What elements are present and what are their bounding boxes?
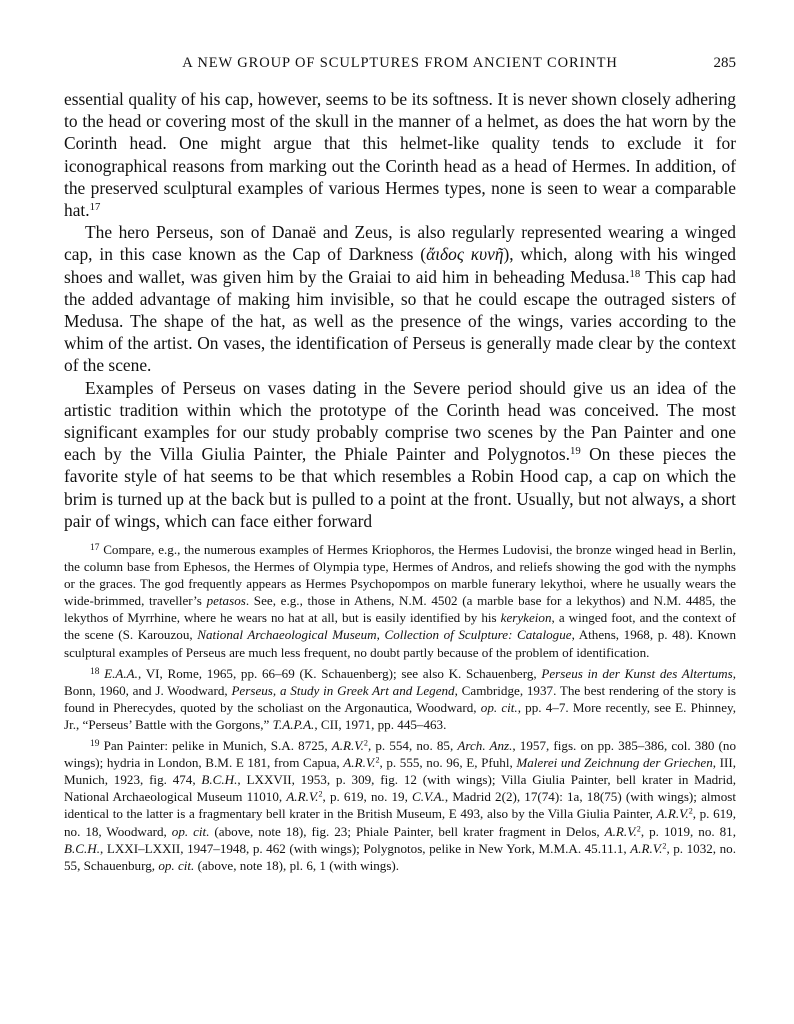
text-run: , p. 554, no. 85, — [367, 738, 458, 754]
text-run: , Athens, 1968, p. 48). Known sculptural examples of Perseus are much less frequent, no doubt partly because of the problem of identification. — [64, 627, 736, 660]
italic-text: A.R.V. — [343, 755, 376, 771]
text-run: Pan Painter: pelike in Munich, S.A. 8725, — [103, 738, 332, 754]
italic-text: E.A.A. — [104, 665, 138, 681]
running-title: A NEW GROUP OF SCULPTURES FROM ANCIENT CORINTH — [182, 55, 618, 71]
text-run: Examples of Perseus on vases dating in the Severe period should give us an idea of the artistic tradition within which the prototype of the Corinth head was conceived. The most significant examples for our study probably comprise two scenes by the Pan Painter and one each by the Villa Giulia Painter, the Phiale Painter and Polygnotos. — [64, 377, 736, 465]
italic-text: A.R.V. — [656, 806, 689, 822]
italic-text: T.A.P.A. — [272, 716, 315, 732]
italic-text: ἄιδος κυνῆ — [426, 244, 504, 265]
italic-text: Perseus in der Kunst des Altertums — [541, 665, 733, 681]
footnote — [64, 737, 736, 874]
italic-text: A.R.V. — [331, 738, 364, 754]
text-run: , p. 1032, no. 55, Schauenburg, — [64, 840, 736, 873]
italic-text: petasos — [206, 593, 246, 609]
text-run: , a winged foot, and the context of the scene (S. Karouzou, — [64, 610, 737, 643]
italic-text: National Archaeological Museum, Collection of Sculpture: Catalogue — [197, 627, 572, 643]
text-run: essential quality of his cap, however, seems to be its softness. It is never shown closely adhering to the head or covering most of the skull in the manner of a helmet, as does the hat worn by the Corinth head. One might argue that this helmet-like quality tends to exclude it for iconographical reasons from marking out the Corinth head as a head of Hermes. In addition, of the preserved sculptural examples of various Hermes types, none is seen to wear a comparable hat. — [64, 89, 736, 221]
note-reference: 2 — [662, 841, 667, 851]
italic-text: A.R.V. — [604, 823, 637, 839]
italic-text: Arch. Anz. — [457, 738, 513, 754]
text-run: , p. 619, no. 19, — [322, 789, 413, 805]
text-run: , 1957, figs. on pp. 385–386, col. 380 (no wings); hydria in London, B.M. E 181, from Capua, — [64, 738, 737, 771]
italic-text: B.C.H. — [201, 772, 238, 788]
italic-text: Perseus, a Study in Greek Art and Legend — [231, 682, 455, 698]
page-number: 285 — [713, 55, 736, 71]
text-run: . See, e.g., those in Athens, N.M. 4502 (a marble base for a lekythos) and N.M. 4485, the lekythos of Myrrhine, where he wears no hat at all, but is easily identified by his — [64, 593, 736, 626]
text-run: , p. 1019, no. 81, — [640, 823, 736, 839]
italic-text: op. cit. — [158, 857, 195, 873]
body-paragraph — [64, 88, 736, 221]
footnote-number: 17 — [90, 542, 100, 553]
note-reference: 2 — [363, 738, 368, 748]
italic-text: A.R.V. — [286, 789, 319, 805]
text-run: , VI, Rome, 1965, pp. 66–69 (K. Schauenberg); see also K. Schauenberg, — [137, 665, 542, 681]
text-run: , p. 619, no. 18, Woodward, — [64, 806, 736, 839]
text-run: , Madrid 2(2), 17(74): 1a, 18(75) (with wings); almost identical to the latter is a fragmentary bell krater in the British Museum, E 493, also by the Villa Giulia Painter, — [64, 789, 736, 822]
italic-text: B.C.H. — [64, 840, 101, 856]
text-run: ), which, along with his winged shoes and wallet, was given him by the Graiai to aid him in beheading Medusa. — [64, 244, 736, 287]
note-reference: 2 — [688, 806, 693, 816]
note-reference: 18 — [629, 267, 641, 280]
footnote — [64, 541, 736, 661]
text-run: This cap had the added advantage of making him invisible, so that he could escape the outraged sisters of Medusa. The shape of the hat, as well as the presence of the wings, varies according to the whim of the artist. On vases, the identification of Perseus is generally made clear by the context of the scene. — [64, 266, 736, 376]
text-run: , Cambridge, 1937. The best rendering of the story is found in Pherecydes, quoted by the scholiast on the Argonautica, Woodward, — [64, 682, 736, 715]
text-run: , pp. 4–7. More recently, see E. Phinney, Jr., “Perseus’ Battle with the Gorgons,” — [64, 699, 736, 732]
footnote — [64, 665, 736, 733]
italic-text: op. cit. — [480, 699, 518, 715]
running-head — [64, 55, 736, 79]
italic-text: C.V.A. — [412, 789, 445, 805]
italic-text: op. cit. — [171, 823, 210, 839]
text-run: , LXXVII, 1953, p. 309, fig. 12 (with wings); Villa Giulia Painter, bell krater in Madrid, National Archaeological Museum 11010, — [64, 772, 736, 805]
footnote-number: 19 — [90, 738, 100, 749]
italic-text: Malerei und Zeichnung der Griechen — [516, 755, 713, 771]
body-paragraph — [64, 377, 736, 532]
text-run: , LXXI–LXXII, 1947–1948, p. 462 (with wings); Polygnotos, pelike in New York, M.M.A. 45.11.1, — [100, 840, 631, 856]
text-run: , p. 555, no. 96, E, Pfuhl, — [379, 755, 517, 771]
text-run: The hero Perseus, son of Danaë and Zeus, is also regularly represented wearing a winged cap, in this case known as the Cap of Darkness ( — [64, 222, 736, 265]
footnotes — [64, 541, 736, 878]
footnote-number: 18 — [90, 666, 100, 677]
italic-text: kerykeion — [500, 610, 552, 626]
note-reference: 17 — [89, 201, 101, 214]
text-run: (above, note 18), pl. 6, 1 (with wings). — [194, 857, 400, 873]
note-reference: 19 — [569, 445, 581, 458]
text-run: (above, note 18), fig. 23; Phiale Painter, bell krater fragment in Delos, — [209, 823, 605, 839]
body-paragraph — [64, 221, 736, 376]
note-reference: 2 — [636, 824, 641, 834]
text-run: , CII, 1971, pp. 445–463. — [314, 716, 447, 732]
text-run: , III, Munich, 1923, fig. 474, — [64, 755, 736, 788]
text-run: Compare, e.g., the numerous examples of Hermes Kriophoros, the Hermes Ludovisi, the bronze winged head in Berlin, the column base from Ephesos, the Hermes of Olympia type, Hermes of Andros, and reliefs showing the god with the nymphs or the graces. The god frequently appears as Hermes Psychopompos on marble funerary lekythoi, where he usually wears the wide-brimmed, traveller’s — [64, 542, 736, 609]
text-run: On these pieces the favorite style of hat seems to be that which resembles a Robin Hood cap, a cap on which the brim is turned up at the back but is pulled to a point at the front. Usually, but not always, a short pair of wings, which can face either forward — [64, 444, 736, 531]
note-reference: 2 — [375, 755, 380, 765]
italic-text: A.R.V. — [630, 840, 663, 856]
text-run: , Bonn, 1960, and J. Woodward, — [64, 665, 736, 698]
note-reference: 2 — [318, 789, 323, 799]
body-text — [64, 88, 736, 532]
